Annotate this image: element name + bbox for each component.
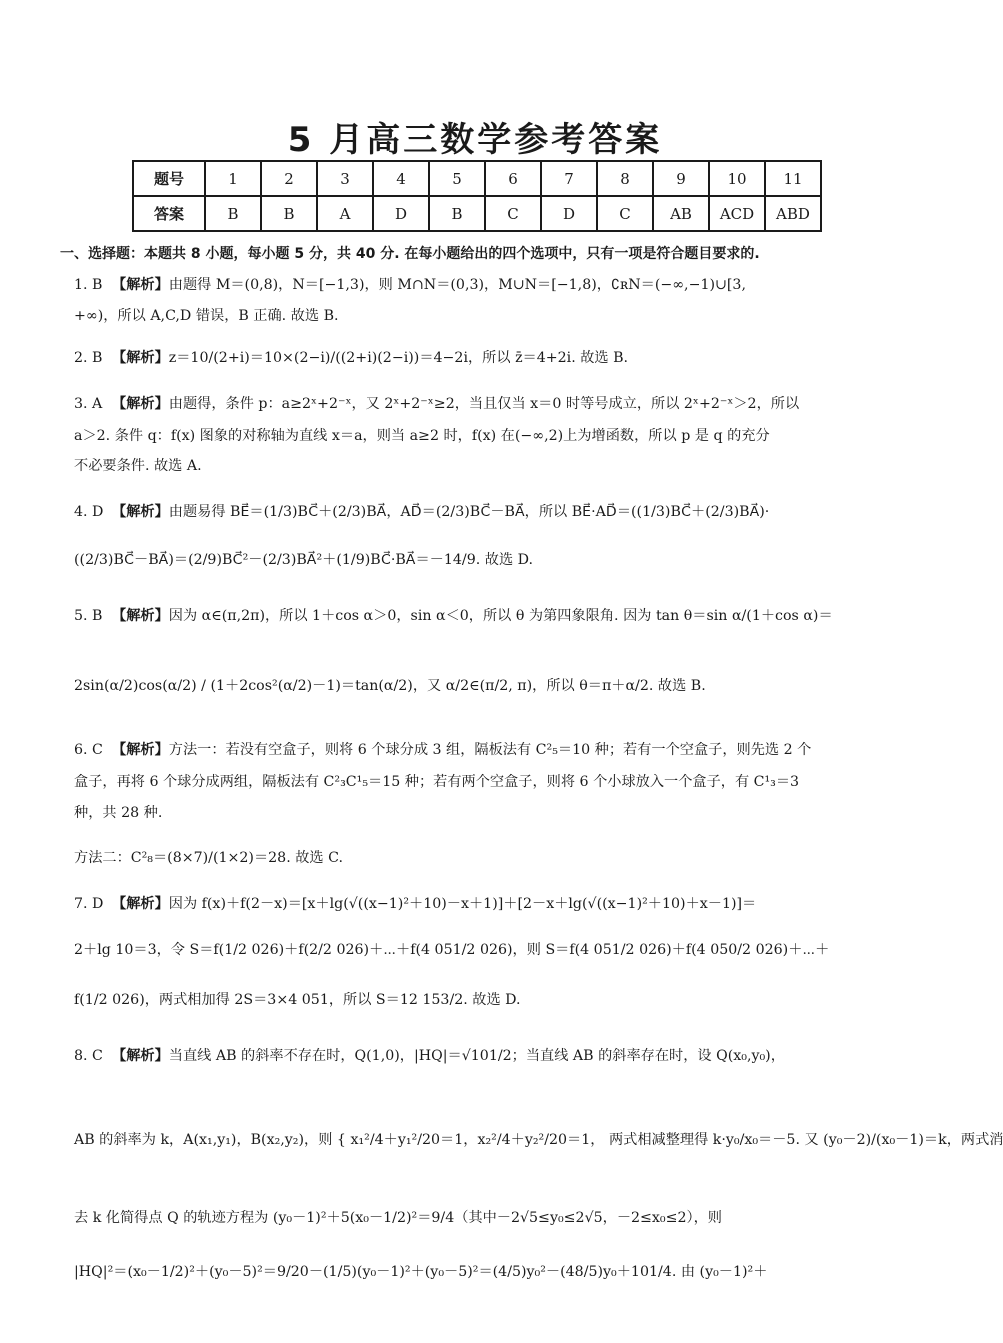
question-7 xyxy=(74,894,904,914)
solution-line: 盒子，再将 6 个球分成两组，隔板法有 C²₃C¹₅＝15 种；若有两个空盒子，则将 6 个小球放入一个盒子，有 C¹₃＝3 xyxy=(74,774,800,790)
table-cell: 6 xyxy=(485,161,541,196)
question-number: 2. B xyxy=(74,350,103,366)
analysis-tag: 【解析】 xyxy=(112,742,169,758)
solution-text: 由题得 M＝(0,8)，N＝[−1,3)，则 M∩N＝(0,3)，M∪N＝[−1,8)，∁ʀN＝(−∞,−1)∪[3, xyxy=(168,277,746,293)
solution-line: AB 的斜率为 k，A(x₁,y₁)，B(x₂,y₂)，则 { x₁²/4＋y₁²/20＝1，x₂²/4＋y₂²/20＝1， 两式相减整理得 k·y₀/x₀＝－5. 又 (y₀－2)/(x₀－1)＝k，两式消 xyxy=(74,1132,1003,1148)
question-number: 8. C xyxy=(74,1048,103,1064)
solution-line: 2sin(α/2)cos(α/2) / (1＋2cos²(α/2)－1)＝tan(α/2)，又 α/2∈(π/2, π)，所以 θ＝π＋α/2. 故选 B. xyxy=(74,678,706,694)
question-number: 3. A xyxy=(74,396,103,412)
analysis-tag: 【解析】 xyxy=(112,896,169,912)
analysis-tag: 【解析】 xyxy=(112,608,169,624)
table-row-numbers xyxy=(133,161,821,196)
solution-line: 方法二：C²₈＝(8×7)/(1×2)＝28. 故选 C. xyxy=(74,850,343,866)
question-3 xyxy=(74,394,904,414)
solution-text: 因为 f(x)＋f(2－x)＝[x＋lg(√((x−1)²＋10)－x＋1)]＋[2－x＋lg(√((x−1)²＋10)＋x－1)]＝ xyxy=(168,896,757,912)
page-title: 5 月高三数学参考答案 xyxy=(287,120,663,160)
solution-line: |HQ|²＝(x₀－1/2)²＋(y₀－5)²＝9/20－(1/5)(y₀－1)²＋(y₀－5)²＝(4/5)y₀²－(48/5)y₀＋101/4. 由 (y₀－1)²＋ xyxy=(74,1264,768,1280)
analysis-tag: 【解析】 xyxy=(112,277,169,293)
table-cell: 1 xyxy=(205,161,261,196)
question-number: 1. B xyxy=(74,277,103,293)
question-number: 7. D xyxy=(74,896,104,912)
analysis-tag: 【解析】 xyxy=(112,1048,169,1064)
table-cell: 10 xyxy=(709,161,765,196)
table-cell: B xyxy=(429,196,485,231)
question-number: 5. B xyxy=(74,608,103,624)
section-heading: 一、选择题：本题共 8 小题，每小题 5 分，共 40 分. 在每小题给出的四个选项中，只有一项是符合题目要求的. xyxy=(60,246,760,262)
table-cell: D xyxy=(373,196,429,231)
table-cell: ACD xyxy=(709,196,765,231)
analysis-tag: 【解析】 xyxy=(112,350,169,366)
table-cell: 5 xyxy=(429,161,485,196)
analysis-tag: 【解析】 xyxy=(112,396,169,412)
question-8 xyxy=(74,1046,904,1066)
table-cell: C xyxy=(597,196,653,231)
question-5 xyxy=(74,606,904,626)
solution-text: z＝10/(2+i)＝10×(2−i)/((2+i)(2−i))＝4−2i，所以 z̄＝4+2i. 故选 B. xyxy=(168,350,629,366)
table-row-answers xyxy=(133,196,821,231)
solution-line: ((2/3)BC⃗－BA⃗)＝(2/9)BC⃗²－(2/3)BA⃗²＋(1/9)BC⃗·BA⃗＝－14/9. 故选 D. xyxy=(74,552,534,568)
solution-line: 去 k 化简得点 Q 的轨迹方程为 (y₀－1)²＋5(x₀－1/2)²＝9/4（其中－2√5≤y₀≤2√5，－2≤x₀≤2），则 xyxy=(74,1210,722,1226)
solution-text: 当直线 AB 的斜率不存在时，Q(1,0)，|HQ|＝√101/2；当直线 AB 的斜率存在时，设 Q(x₀,y₀)， xyxy=(168,1048,785,1064)
solution-text: 方法一：若没有空盒子，则将 6 个球分成 3 组，隔板法有 C²₅＝10 种；若有一个空盒子，则先选 2 个 xyxy=(168,742,812,758)
analysis-tag: 【解析】 xyxy=(112,504,169,520)
solution-line: a＞2. 条件 q：f(x) 图象的对称轴为直线 x＝a，则当 a≥2 时，f(x) 在(−∞,2)上为增函数，所以 p 是 q 的充分 xyxy=(74,428,770,444)
question-number: 6. C xyxy=(74,742,103,758)
table-cell: AB xyxy=(653,196,709,231)
table-cell: B xyxy=(261,196,317,231)
solution-text: 由题得，条件 p：a≥2ˣ+2⁻ˣ，又 2ˣ+2⁻ˣ≥2，当且仅当 x＝0 时等号成立，所以 2ˣ+2⁻ˣ＞2，所以 xyxy=(168,396,800,412)
solution-line: +∞)，所以 A,C,D 错误，B 正确. 故选 B. xyxy=(74,308,339,324)
table-cell: ABD xyxy=(765,196,821,231)
table-cell: D xyxy=(541,196,597,231)
solution-line: 2＋lg 10＝3，令 S＝f(1/2 026)＋f(2/2 026)＋⋯＋f(4 051/2 026)，则 S＝f(4 051/2 026)＋f(4 050/2 026)＋⋯＋ xyxy=(74,942,830,958)
table-header-answer: 答案 xyxy=(133,196,205,231)
table-cell: C xyxy=(485,196,541,231)
table-cell: 2 xyxy=(261,161,317,196)
question-1 xyxy=(74,275,904,295)
question-number: 4. D xyxy=(74,504,104,520)
table-cell: B xyxy=(205,196,261,231)
table-cell: A xyxy=(317,196,373,231)
table-cell: 11 xyxy=(765,161,821,196)
solution-line: 种，共 28 种. xyxy=(74,805,163,821)
table-header-number: 题号 xyxy=(133,161,205,196)
question-6 xyxy=(74,740,904,760)
table-cell: 9 xyxy=(653,161,709,196)
solution-text: 因为 α∈(π,2π)，所以 1＋cos α＞0，sin α＜0，所以 θ 为第四象限角. 因为 tan θ＝sin α/(1＋cos α)＝ xyxy=(168,608,833,624)
question-2 xyxy=(74,348,904,368)
table-cell: 7 xyxy=(541,161,597,196)
answer-table xyxy=(132,160,822,232)
solution-line: 不必要条件. 故选 A. xyxy=(74,458,202,474)
table-cell: 4 xyxy=(373,161,429,196)
table-cell: 8 xyxy=(597,161,653,196)
question-4 xyxy=(74,502,904,522)
solution-line: f(1/2 026)，两式相加得 2S＝3×4 051，所以 S＝12 153/2. 故选 D. xyxy=(74,992,521,1008)
solution-text: 由题易得 BE⃗＝(1/3)BC⃗＋(2/3)BA⃗，AD⃗＝(2/3)BC⃗－BA⃗，所以 BE⃗·AD⃗＝((1/3)BC⃗＋(2/3)BA⃗)· xyxy=(168,504,770,520)
table-cell: 3 xyxy=(317,161,373,196)
